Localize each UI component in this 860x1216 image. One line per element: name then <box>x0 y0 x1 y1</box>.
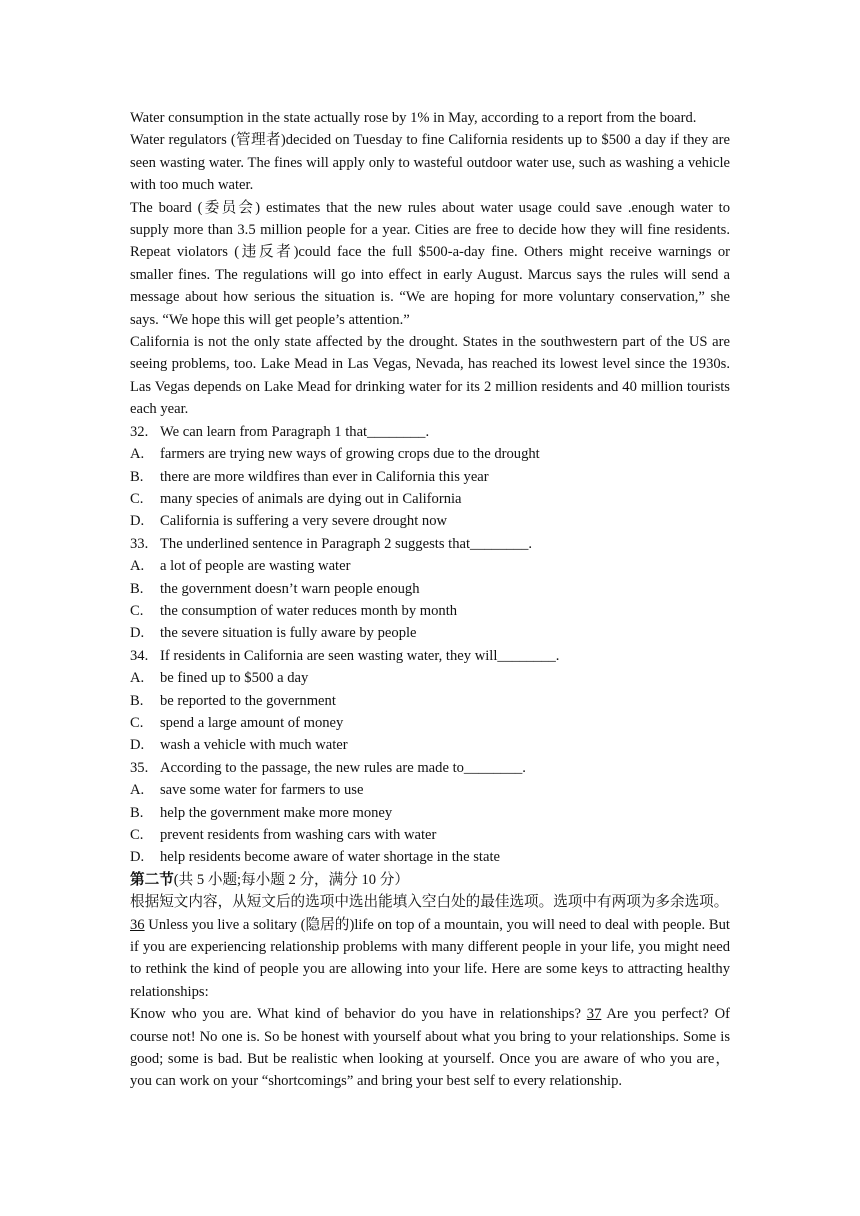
question-number: 32. <box>130 423 149 440</box>
blank-36: 36 <box>130 916 145 933</box>
option-b: B. there are more wildfires than ever in California this year <box>130 468 489 485</box>
paragraph-water-regulators: Water regulators (管理者)decided on Tuesday to fine California residents up to $500 a day if they are seen wasting water. The fines will apply only to wasteful outdoor water use, such as washing a vehicle with too much water. <box>130 132 730 194</box>
option-a: A. farmers are trying new ways of growing crops due to the drought <box>130 446 540 463</box>
option-d: D. wash a vehicle with much water <box>130 737 348 754</box>
question-32 <box>130 421 730 533</box>
question-stem: The underlined sentence in Paragraph 2 suggests that________. <box>160 535 533 552</box>
paragraph-37: Know who you are. What kind of behavior do you have in relationships? 37 Are you perfect? Of course not! No one is. So be honest with yourself about what you bring to your relationships. Some is good; some is bad. But be realistic when looking at yourself. Once you are aware of who you are，you can work on your “shortcomings” and bring your best self to every relationship. <box>130 1006 731 1090</box>
section-heading <box>130 869 730 891</box>
blank-37: 37 <box>586 1006 602 1023</box>
question-35 <box>130 757 730 869</box>
paragraph-other-states: California is not the only state affected by the drought. States in the southwestern part of the US are seeing problems, too. Lake Mead in Las Vegas, Nevada, has reached its lowest level since the 1930s. Las Vegas depends on Lake Mead for drinking water for its 2 million residents and 40 million tourists each year. <box>130 334 730 418</box>
question-stem: According to the passage, the new rules are made to________. <box>160 759 526 776</box>
question-stem: We can learn from Paragraph 1 that________. <box>160 423 430 440</box>
option-b: B. help the government make more money <box>130 804 393 821</box>
option-c: C. the consumption of water reduces month by month <box>130 602 458 619</box>
question-34 <box>130 645 730 757</box>
option-d: D. help residents become aware of water shortage in the state <box>130 849 500 866</box>
question-number: 34. <box>130 647 149 664</box>
question-33 <box>130 533 730 645</box>
option-c: C. prevent residents from washing cars with water <box>130 827 437 843</box>
section-heading-scoring: (共 5 小题;每小题 2 分，满分 10 分） <box>173 871 409 888</box>
section-heading-title: 第二节 <box>130 871 174 888</box>
option-d: D. the severe situation is fully aware by people <box>130 625 417 642</box>
option-c: C. spend a large amount of money <box>130 714 344 731</box>
option-c: C. many species of animals are dying out in California <box>130 490 462 507</box>
section-instruction: 根据短文内容，从短文后的选项中选出能填入空白处的最佳选项。选项中有两项为多余选项。 <box>130 894 729 911</box>
option-a: A. save some water for farmers to use <box>130 782 364 799</box>
paragraph-water-consumption: Water consumption in the state actually rose by 1% in May, according to a report from the board. <box>130 110 697 126</box>
paragraph-36: 36 Unless you live a solitary (隐居的)life on top of a mountain, you will need to deal with people. But if you are experiencing relationship problems with many different people in your life, you might need to rethink the kind of people you are allowing into your life. Here are some keys to attracting healthy relationships: <box>130 916 730 1000</box>
option-a: A. be fined up to $500 a day <box>130 670 309 687</box>
question-number: 33. <box>130 535 149 552</box>
option-d: D. California is suffering a very severe drought now <box>130 513 448 530</box>
paragraph-board-estimates: The board (委员会) estimates that the new rules about water usage could save .enough water to supply more than 3.5 million people for a year. Cities are free to decide how they will fine residents. Repeat violators (违反者)could face the full $500-a-day fine. Others might receive warnings or smaller fines. The regulations will go into effect in early August. Marcus says the rules will send a message about how serious the situation is. “We are hoping for more voluntary conservation,” she says. “We hope this will get people’s attention.” <box>130 199 730 328</box>
option-b: B. the government doesn’t warn people enough <box>130 580 420 597</box>
question-stem: If residents in California are seen wasting water, they will________. <box>160 647 560 664</box>
option-a: A. a lot of people are wasting water <box>130 558 351 575</box>
document-page <box>130 107 730 1093</box>
question-number: 35. <box>130 759 149 776</box>
option-b: B. be reported to the government <box>130 692 336 709</box>
